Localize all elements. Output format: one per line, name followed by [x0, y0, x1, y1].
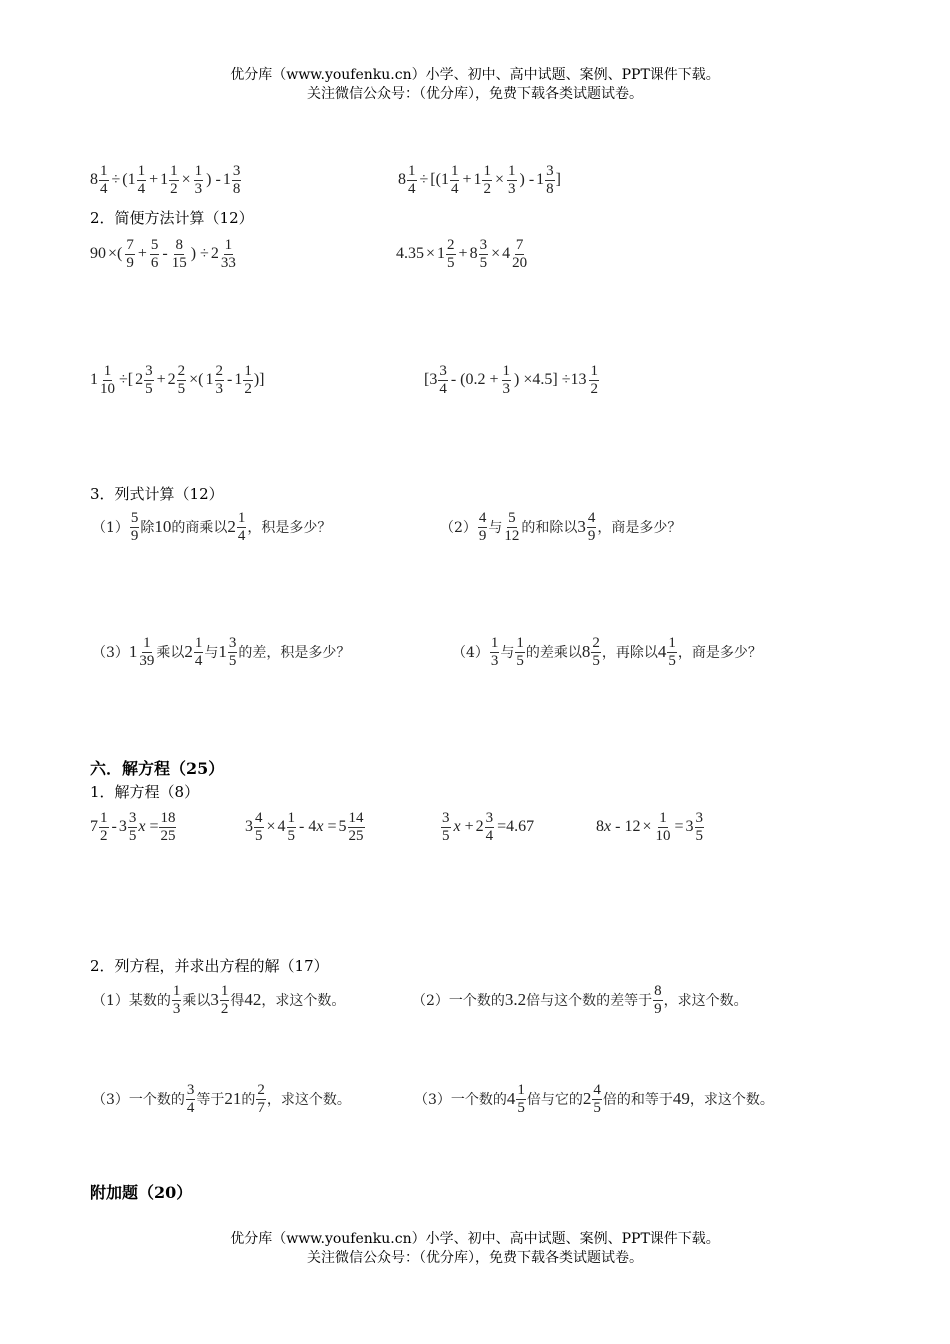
footer-line-2: 关注微信公众号：（优分库），免费下载各类试题试卷。 — [307, 1250, 643, 1266]
word-problem-1: （1） $\frac{5}{9}$ 除 10 的商乘以 2 $\frac{1}{4}$ ，积是多少？ — [92, 509, 332, 544]
equation-4: 8x - 12 × $\frac{1}{10}$ = 3 $\frac{3}{5}$ — [596, 809, 703, 844]
header-line-1: 优分库（www.youfenku.cn）小学、初中、高中试题、案例、PPT课件下载。 — [230, 67, 720, 83]
expression-1: 8 $\frac{1}{4}$ ÷ (1 $\frac{1}{4}$ + 1 $\frac{1}{2}$ × $\frac{1}{3}$ ) - 1 $\frac{3}{8}$ — [90, 162, 241, 197]
bonus-title: 附加题（20） — [90, 1183, 193, 1202]
expression-4: 4.35 × 1 $\frac{2}{5}$ + 8 $\frac{3}{5}$ × 4 $\frac{7}{20}$ — [396, 236, 528, 271]
word-problem-3: （3） 1 $\frac{1}{39}$ 乘以 2 $\frac{1}{4}$ 与 1 $\frac{3}{5}$ 的差，积是多少？ — [92, 634, 351, 669]
section-6-title: 六．解方程（25） — [90, 759, 225, 778]
equation-word-4: （3） 一个数的 4 $\frac{1}{5}$ 倍与它的 2 $\frac{4}{5}$ 倍的和等于 49 ，求这个数。 — [414, 1081, 774, 1116]
expression-6: [3 $\frac{3}{4}$ - (0.2 + $\frac{1}{3}$ ) ×4.5] ÷13 $\frac{1}{2}$ — [424, 362, 598, 397]
word-problem-4: （4） $\frac{1}{3}$ 与 $\frac{1}{5}$ 的差乘以 8 $\frac{2}{5}$ ，再除以 4 $\frac{1}{5}$ ，商是多少？ — [452, 634, 762, 669]
expression-2: 8 $\frac{1}{4}$ ÷ [(1 $\frac{1}{4}$ + 1 $\frac{1}{2}$ × $\frac{1}{3}$ ) - 1 $\frac{3}{8}$ ] — [398, 162, 561, 197]
section-2-title: 2．简便方法计算（12） — [90, 209, 254, 227]
header-line-2: 关注微信公众号：（优分库），免费下载各类试题试卷。 — [307, 86, 643, 102]
equation-word-2: （2） 一个数的 3.2 倍与这个数的差等于 $\frac{8}{9}$ ，求这个数。 — [412, 982, 748, 1017]
expression-3: 90 ×( $\frac{7}{9}$ + $\frac{5}{6}$ - $\frac{8}{15}$ ) ÷ 2 $\frac{1}{33}$ — [90, 236, 236, 271]
equation-3: $\frac{3}{5}$ x + 2 $\frac{3}{4}$ =4.67 — [442, 809, 535, 844]
expression-5: 1 $\frac{1}{10}$ ÷[ 2 $\frac{3}{5}$ + 2 $\frac{2}{5}$ ×( 1 $\frac{2}{3}$ - 1 $\frac{1}{2}$ )] — [90, 362, 265, 397]
word-problem-2: （2） $\frac{4}{9}$ 与 $\frac{5}{12}$ 的和除以 3 $\frac{4}{9}$ ，商是多少？ — [440, 509, 682, 544]
equation-2: 3 $\frac{4}{5}$ × 4 $\frac{1}{5}$ - 4x = 5 $\frac{14}{25}$ — [245, 809, 364, 844]
equation-1: 7 $\frac{1}{2}$ - 3 $\frac{3}{5}$ x = $\frac{18}{25}$ — [90, 809, 176, 844]
footer-line-1: 优分库（www.youfenku.cn）小学、初中、高中试题、案例、PPT课件下载。 — [230, 1231, 720, 1247]
equation-word-3: （3） 一个数的 $\frac{3}{4}$ 等于 21 的 $\frac{2}{7}$ ，求这个数。 — [92, 1081, 351, 1116]
section-6-1-title: 1．解方程（8） — [90, 783, 200, 801]
section-6-2-title: 2．列方程，并求出方程的解（17） — [90, 957, 329, 975]
section-3-title: 3．列式计算（12） — [90, 485, 224, 503]
equation-word-1: （1） 某数的 $\frac{1}{3}$ 乘以 3 $\frac{1}{2}$ 得 42 ，求这个数。 — [92, 982, 346, 1017]
